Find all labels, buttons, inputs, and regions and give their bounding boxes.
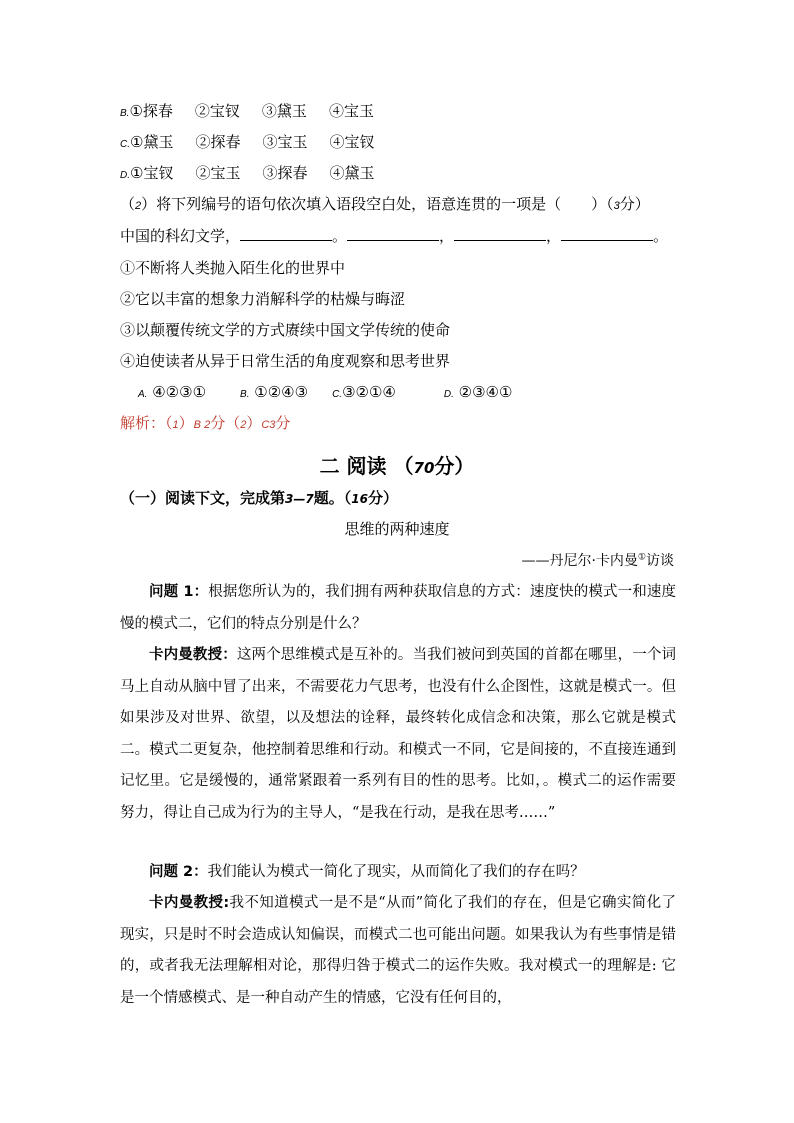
article-author xyxy=(521,550,674,570)
answer-label: 解析： xyxy=(120,414,166,432)
blank-1 xyxy=(240,226,332,241)
q2-choices xyxy=(138,382,512,405)
answer-num: 1 xyxy=(172,419,179,431)
option-letter: C. xyxy=(120,139,130,150)
sentence-start: 中国的科幻文学， xyxy=(120,227,241,245)
paragraph-text: 我不知道模式一是不是“从而”简化了我们的存在，但是它确实简化了现实，只是时不时会造成认知偏误，而模式二也可能出问题。如果我认为有些事情是错的，或者我无法理解相对论，那得归咎于模式二的运作失败。我对模式一的理解是: 它是一个情感模式、是一种自动产生的情感，它没有任何目的， xyxy=(120,895,676,1006)
choice-letter: B. xyxy=(240,389,250,400)
blank-3 xyxy=(454,226,546,241)
footnote-marker: ① xyxy=(637,552,646,563)
answer-paren: ） xyxy=(246,414,262,432)
option-row-d xyxy=(120,163,375,186)
paragraph-text: 这两个思维模式是互补的。当我们被问到英国的首都在哪里，一个词马上自动从脑中冒了出来，不需要花力气思考，也没有什么企图性，这就是模式一。但如果涉及对世界、欲望，以及想法的诠释，最终转化成信念和决策，那么它就是模式二。模式二更复杂，他控制着思维和行动。和模式一不同，它是间接的，不直接连通到记忆里。它是缓慢的，通常紧跟着一系列有目的性的思考。比如，。模式二的运作需要努力，得让自己成为行为的主导人，“是我在行动，是我在思考……” xyxy=(120,647,676,821)
section-heading xyxy=(0,450,794,479)
choice-letter: C. xyxy=(332,389,343,400)
option-item: ④宝玉 xyxy=(328,102,374,120)
option-item: ③宝玉 xyxy=(262,133,308,151)
paragraph-a2 xyxy=(120,888,676,1014)
question-2-stem xyxy=(120,194,650,216)
sep: 。 xyxy=(332,227,348,245)
option-item: ④黛玉 xyxy=(329,164,375,182)
answer-unit: 分 xyxy=(275,414,291,432)
q2-suffix: 分） xyxy=(619,195,650,213)
section-score: 70 xyxy=(413,459,435,477)
statement-4: ④迫使读者从异于日常生活的角度观察和思考世界 xyxy=(120,352,451,370)
answer-value-2: C3 xyxy=(261,419,276,431)
q2-number: 2 xyxy=(135,200,142,212)
statement-2: ②它以丰富的想象力消解科学的枯燥与晦涩 xyxy=(120,290,406,308)
sep: ， xyxy=(546,227,562,245)
q2-paren: （ xyxy=(120,195,136,213)
q2-text: ）将下列编号的语句依次填入语段空白处，语意连贯的一项是（ ）（ xyxy=(141,195,614,213)
subsection-score: 16 xyxy=(351,492,368,506)
paragraph-q2 xyxy=(120,857,676,889)
sep: 。 xyxy=(653,227,669,245)
choice-value: ①②④③ xyxy=(254,383,309,401)
section-title-end: 分） xyxy=(434,454,475,478)
paragraph-q1 xyxy=(120,577,676,640)
option-item: ①探春 xyxy=(129,102,173,120)
subsection-mid: 题。（ xyxy=(313,489,352,507)
choice-letter: A. xyxy=(138,389,148,400)
option-item: ①黛玉 xyxy=(130,133,174,151)
paragraph-a1 xyxy=(120,640,676,829)
option-item: ③黛玉 xyxy=(261,102,307,120)
blank-4 xyxy=(561,226,653,241)
option-letter: B. xyxy=(120,108,130,119)
option-row-b xyxy=(120,101,374,124)
choice-value: ②③④① xyxy=(458,383,513,401)
subsection-end: 分） xyxy=(367,489,398,507)
option-item: ③探春 xyxy=(262,164,308,182)
answer-paren: （ xyxy=(165,414,173,432)
fill-sentence xyxy=(120,226,668,246)
paragraph-text: 根据您所认为的，我们拥有两种获取信息的方式：速度快的模式一和速度慢的模式二，它们的特点分别是什么？ xyxy=(120,584,677,632)
paragraph-label: 卡内曼教授: xyxy=(149,895,230,911)
choice-letter: D. xyxy=(443,389,454,400)
paragraph-label: 问题 1： xyxy=(149,584,209,600)
subsection-heading xyxy=(120,487,398,508)
statement-1: ①不断将人类抛入陌生化的世界中 xyxy=(120,259,346,277)
subsection-range: 3—7 xyxy=(285,492,314,506)
answer-unit: 分（ xyxy=(210,414,241,432)
paragraph-label: 问题 2： xyxy=(149,864,208,880)
author-name: ——丹尼尔·卡内曼 xyxy=(521,553,638,569)
author-suffix: 访谈 xyxy=(646,553,674,569)
paragraph-text: 我们能认为模式一简化了现实，从而简化了我们的存在吗？ xyxy=(207,864,585,880)
option-letter: D. xyxy=(120,170,130,181)
option-item: ①宝钗 xyxy=(130,164,174,182)
answer-value-1: B 2 xyxy=(193,419,211,431)
choice-value: ③②①④ xyxy=(342,383,396,401)
option-item: ②宝钗 xyxy=(194,102,240,120)
answer-paren: ） xyxy=(178,414,194,432)
choice-value: ④②③① xyxy=(152,383,207,401)
option-item: ④宝钗 xyxy=(329,133,375,151)
article-title: 思维的两种速度 xyxy=(344,520,450,538)
statement-3: ③以颠覆传统文学的方式赓续中国文学传统的使命 xyxy=(120,321,451,339)
blank-2 xyxy=(347,226,439,241)
option-row-c xyxy=(120,132,375,155)
paragraph-label: 卡内曼教授： xyxy=(149,647,237,663)
sep: ， xyxy=(439,227,455,245)
option-item: ②探春 xyxy=(195,133,241,151)
section-title: 二 阅读 （ xyxy=(319,454,414,478)
subsection-pre: （一）阅读下文，完成第 xyxy=(120,489,286,507)
option-item: ②宝玉 xyxy=(195,164,241,182)
answer-line xyxy=(120,413,290,435)
q2-score: 3 xyxy=(613,200,620,212)
answer-num: 2 xyxy=(240,419,247,431)
